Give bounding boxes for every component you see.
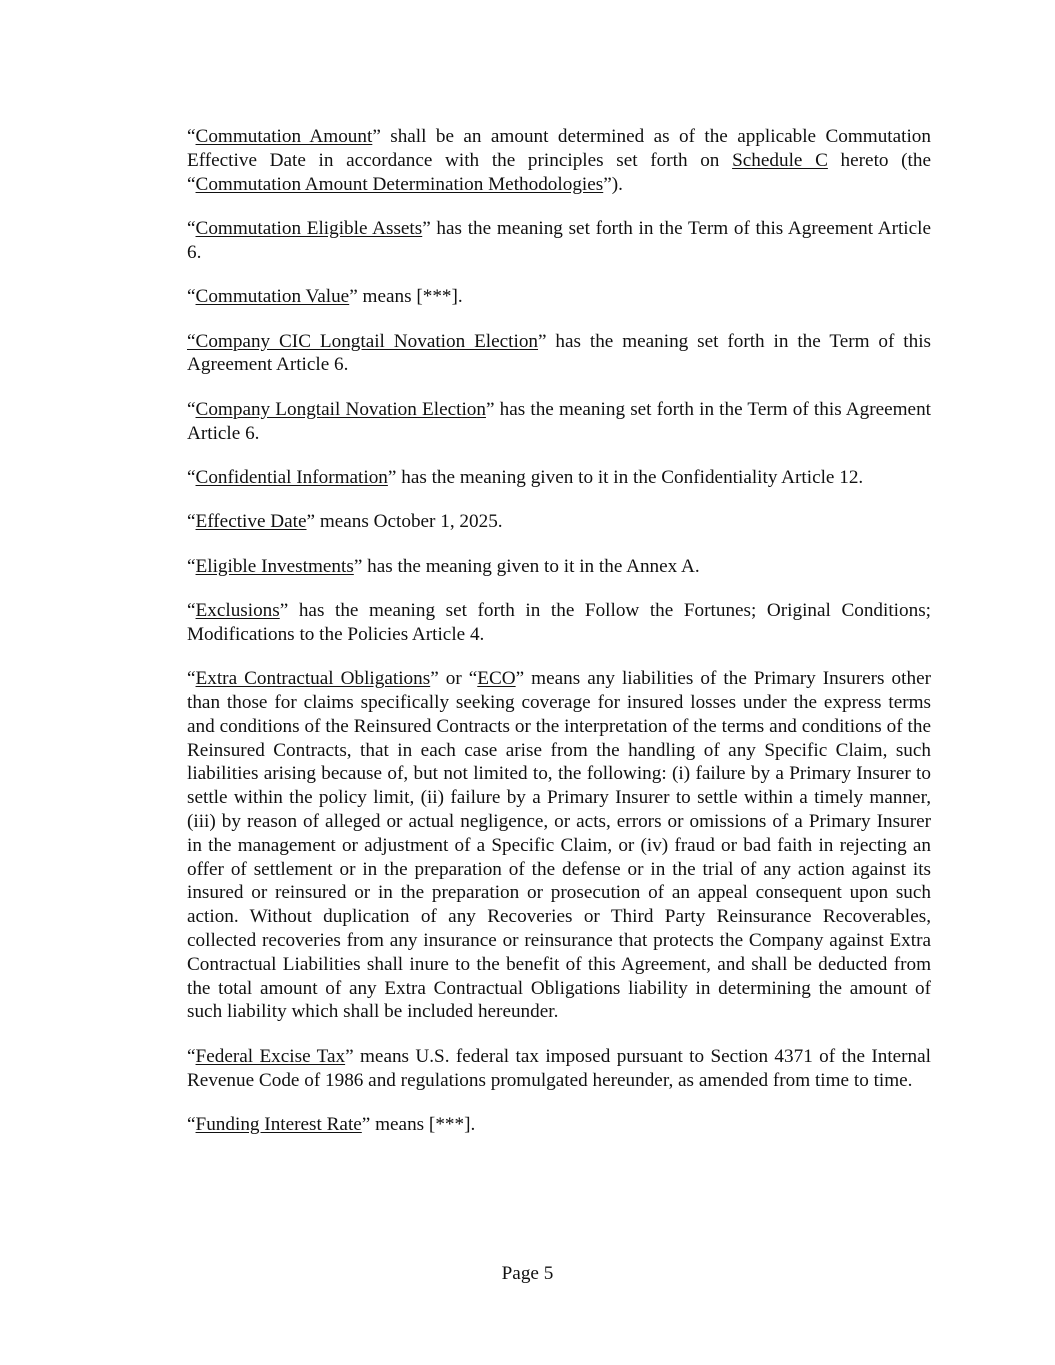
defined-term: Commutation Amount bbox=[195, 126, 373, 147]
definition-confidential-information bbox=[187, 466, 931, 490]
definition-text: “ bbox=[187, 668, 196, 690]
definition-eligible-investments bbox=[187, 555, 931, 579]
definition-commutation-amount bbox=[187, 125, 931, 196]
definition-text: “ bbox=[187, 600, 196, 622]
page-number: Page 5 bbox=[501, 1263, 554, 1284]
defined-term: Eligible Investments bbox=[195, 555, 354, 577]
definition-text: “ bbox=[187, 1045, 196, 1067]
definition-text: ” shall be an amount determined as of the applicable Commutation Effective Date in accordance with the principles set forth on bbox=[187, 126, 931, 171]
defined-term: Schedule C bbox=[732, 149, 828, 171]
definition-text: “ bbox=[187, 217, 196, 239]
definition-text: ” means [***]. bbox=[349, 286, 463, 308]
definition-company-longtail-novation-election bbox=[187, 398, 931, 446]
definition-text: ” means [***]. bbox=[361, 1114, 476, 1136]
defined-term: Effective Date bbox=[195, 511, 307, 533]
defined-term: Confidential Information bbox=[195, 466, 388, 488]
defined-term: Exclusions bbox=[195, 600, 280, 622]
defined-term: Commutation Eligible Assets bbox=[195, 217, 423, 239]
definition-text: ” means any liabilities of the Primary Insurers other than those for claims specifically seeking coverage for insured losses under the express terms and conditions of the Reinsured Contracts or the interpretation of the terms and conditions of the Reinsured Contracts, that in each case arise from the handling of any Specific Claim, such liabilities arising because of, but not limited to, the following: (i) failure by a Primary Insurer to settle within the policy limit, (ii) failure by a Primary Insurer to settle within a timely manner, (iii) by reason of alleged or actual negligence, or acts, errors or omissions of a Primary Insurer in the management or adjustment of a Specific Claim, or (iv) fraud or bad faith in rejecting an offer of settlement or in the preparation of the defense or in the trial of any action against its insured or reinsured or in the preparation or prosecution of an appeal consequent upon such action. Without duplication of any Recoveries or Third Party Reinsurance Recoverables, collected recoveries from any insurance or reinsurance that protects the Company against Extra Contractual Liabilities shall inure to the benefit of this Agreement, and shall be deducted from the total amount of any Extra Contractual Obligations liability in determining the amount of such liability which shall be included hereunder. bbox=[187, 668, 931, 1023]
definition-commutation-eligible-assets bbox=[187, 217, 931, 265]
defined-term: Commutation Amount Determination Methodologies bbox=[195, 173, 604, 195]
definitions-list bbox=[187, 125, 931, 1157]
definition-company-cic-longtail-novation-election bbox=[187, 330, 931, 378]
definition-text: “ bbox=[187, 126, 196, 147]
definition-text: “ bbox=[187, 1114, 196, 1136]
definition-federal-excise-tax bbox=[187, 1045, 931, 1093]
definition-commutation-value bbox=[187, 285, 931, 309]
definition-effective-date bbox=[187, 510, 931, 534]
definition-text: “ bbox=[187, 511, 196, 533]
definition-exclusions bbox=[187, 599, 931, 647]
definition-text: “ bbox=[187, 398, 196, 420]
definition-text: ” has the meaning given to it in the Confidentiality Article 12. bbox=[387, 466, 864, 488]
definition-text: ” has the meaning given to it in the Annex A. bbox=[353, 555, 700, 577]
defined-term: ECO bbox=[477, 668, 516, 690]
definition-text: ” has the meaning set forth in the Term of this Agreement Article 6. bbox=[187, 330, 931, 376]
defined-term: Extra Contractual Obligations bbox=[195, 668, 431, 690]
definition-text: ” means U.S. federal tax imposed pursuant to Section 4371 of the Internal Revenue Code of 1986 and regulations promulgated hereunder, as amended from time to time. bbox=[187, 1045, 931, 1091]
defined-term: Company Longtail Novation Election bbox=[195, 398, 486, 420]
definition-extra-contractual-obligations bbox=[187, 667, 931, 1024]
definition-text: “ bbox=[187, 555, 196, 577]
defined-term: “Company CIC Longtail Novation Election bbox=[187, 330, 539, 352]
definition-text: ” has the meaning set forth in the Term of this Agreement Article 6. bbox=[187, 217, 931, 263]
definition-text: hereto (the “ bbox=[187, 149, 931, 195]
definition-text: ” or “ bbox=[430, 668, 478, 690]
definition-text: “ bbox=[187, 286, 196, 308]
definition-text: ”). bbox=[603, 173, 623, 195]
defined-term: Funding Interest Rate bbox=[195, 1114, 362, 1136]
definition-text: ” means October 1, 2025. bbox=[306, 511, 503, 533]
defined-term: Federal Excise Tax bbox=[195, 1045, 346, 1067]
definition-text: ” has the meaning set forth in the Follow the Fortunes; Original Conditions; Modifications to the Policies Article 4. bbox=[187, 600, 931, 645]
definition-text: “ bbox=[187, 466, 196, 488]
definition-text: ” has the meaning set forth in the Term of this Agreement Article 6. bbox=[187, 398, 931, 444]
defined-term: Commutation Value bbox=[195, 286, 350, 308]
definition-funding-interest-rate bbox=[187, 1113, 931, 1137]
